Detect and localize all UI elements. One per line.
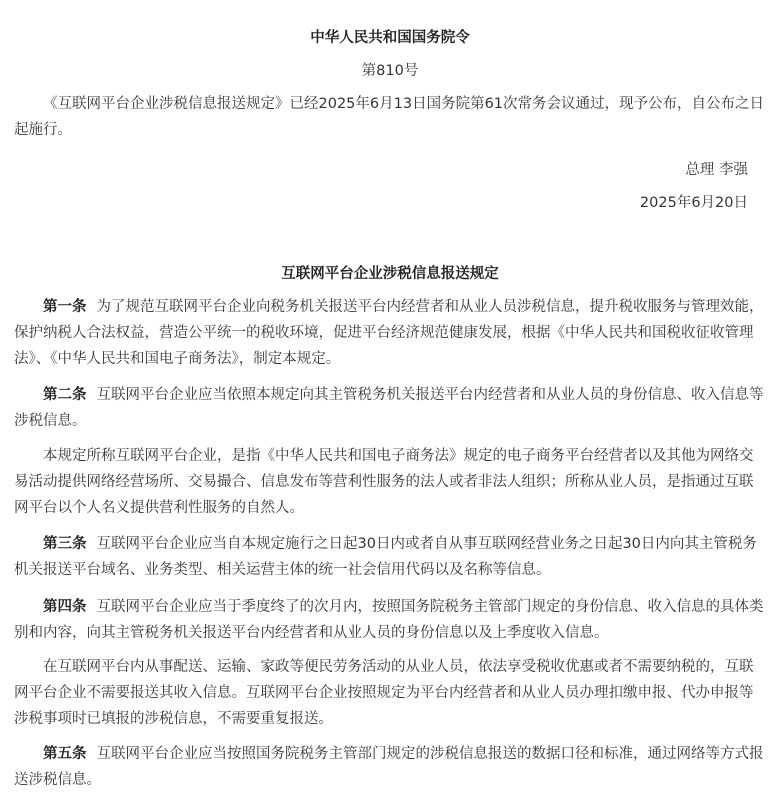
- article-label: 第一条: [43, 299, 87, 315]
- article-label: 第五条: [43, 746, 87, 762]
- article-text: 互联网平台企业应当自本规定施行之日起30日内或者自从事互联网经营业务之日起30日内向其主管税务机关报送平台域名、业务类型、相关运营主体的统一社会信用代码以及名称等信息。: [14, 536, 757, 578]
- article-text: 在互联网平台内从事配送、运输、家政等便民劳务活动的从业人员，依法享受税收优惠或者不需要纳税的，互联网平台企业不需要报送其收入信息。互联网平台企业按照规定为平台内经营者和从业人员办理扣缴申报、代办申报等涉税事项时已填报的涉税信息，不需要重复报送。: [14, 659, 754, 727]
- order-number: 第810号: [361, 63, 419, 79]
- order-issuer: 中华人民共和国国务院令: [310, 30, 470, 46]
- article-label: 第二条: [43, 387, 87, 403]
- article-4: [14, 594, 766, 646]
- article-1: [14, 294, 766, 372]
- article-text: 本规定所称互联网平台企业，是指《中华人民共和国电子商务法》规定的电子商务平台经营者以及其他为网络交易活动提供网络经营场所、交易撮合、信息发布等营利性服务的法人或者非法人组织；所称从业人员，是指通过互联网平台以个人名义提供营利性服务的自然人。: [14, 448, 754, 516]
- regulation-title: 互联网平台企业涉税信息报送规定: [281, 266, 499, 282]
- article-2: [14, 382, 766, 434]
- article-label: 第四条: [43, 599, 87, 615]
- promulgation-text: 《互联网平台企业涉税信息报送规定》已经2025年6月13日国务院第61次常务会议通过，现予公布，自公布之日起施行。: [14, 96, 765, 138]
- article-2-paragraph-2: [14, 443, 766, 521]
- article-3: [14, 531, 766, 583]
- signature: 总理 李强: [685, 162, 748, 178]
- article-4-paragraph-2: [14, 654, 766, 732]
- article-text: 互联网平台企业应当按照国务院税务主管部门规定的涉税信息报送的数据口径和标准，通过网络等方式报送涉税信息。: [14, 746, 764, 788]
- article-text: 互联网平台企业应当依照本规定向其主管税务机关报送平台内经营者和从业人员的身份信息、收入信息等涉税信息。: [14, 387, 764, 429]
- article-5: [14, 741, 766, 793]
- issue-date: 2025年6月20日: [639, 195, 748, 211]
- article-text: 为了规范互联网平台企业向税务机关报送平台内经营者和从业人员涉税信息，提升税收服务与管理效能，保护纳税人合法权益，营造公平统一的税收环境，促进平台经济规范健康发展，根据《中华人民共和国税收征收管理法》、《中华人民共和国电子商务法》，制定本规定。: [14, 299, 764, 367]
- article-text: 互联网平台企业应当于季度终了的次月内，按照国务院税务主管部门规定的身份信息、收入信息的具体类别和内容，向其主管税务机关报送平台内经营者和从业人员的身份信息以及上季度收入信息。: [14, 599, 764, 641]
- article-label: 第三条: [43, 536, 87, 552]
